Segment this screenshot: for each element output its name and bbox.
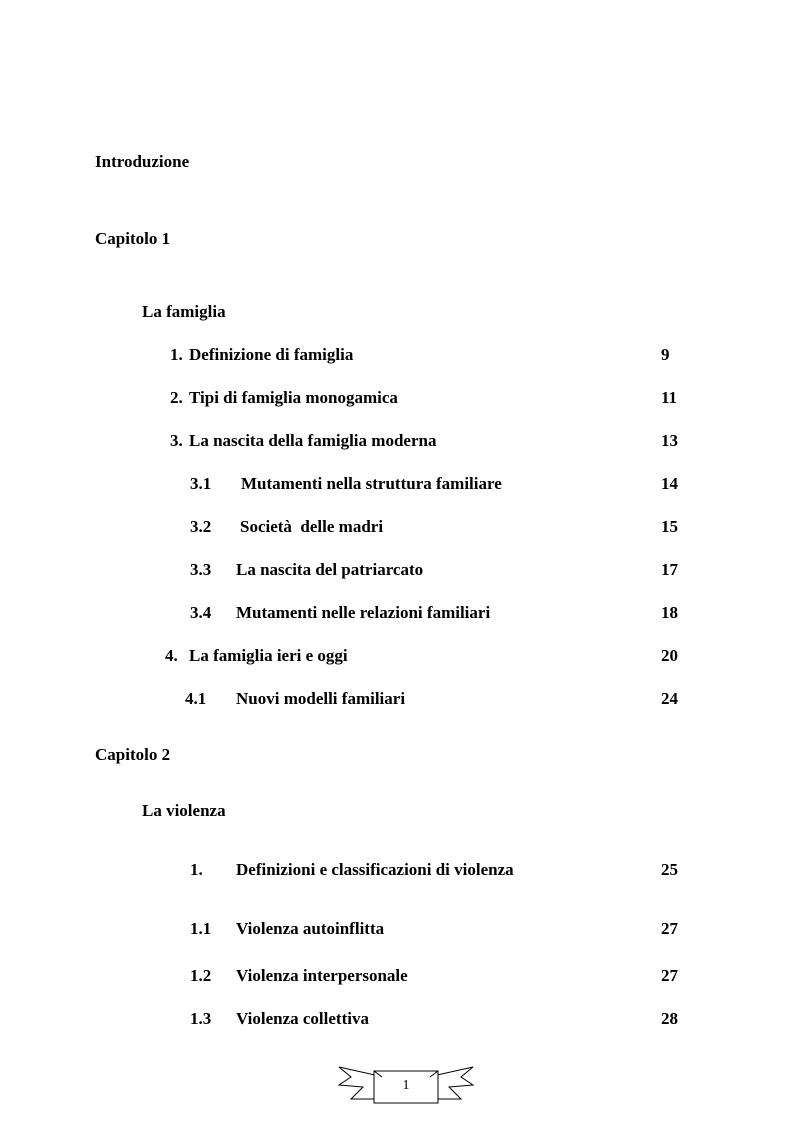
toc-entry-number: 3.1: [190, 474, 212, 493]
toc-entry-number: 3.4: [190, 603, 212, 622]
toc-entry-number: 2.: [170, 388, 183, 407]
chapter-2-title: La violenza: [142, 801, 226, 820]
toc-introduction: Introduzione: [95, 152, 190, 171]
toc-entry-label: La nascita della famiglia moderna: [189, 431, 437, 450]
toc-entry-label: Mutamenti nella struttura familiare: [241, 474, 502, 493]
toc-entry-page: 17: [661, 560, 678, 579]
toc-entry-page: 28: [661, 1009, 678, 1028]
toc-entry-page: 11: [661, 388, 678, 407]
chapter-2-heading: Capitolo 2: [95, 745, 171, 764]
toc-entry-label: Mutamenti nelle relazioni familiari: [236, 603, 491, 622]
toc-entry-label: La famiglia ieri e oggi: [189, 646, 348, 665]
toc-entry-label: La nascita del patriarcato: [236, 560, 424, 579]
toc-entry-page: 13: [661, 431, 678, 450]
toc-entry-page: 24: [661, 689, 678, 708]
toc-entry-number: 1.: [170, 345, 183, 364]
ribbon-left-tail: [339, 1067, 375, 1099]
toc-entry-page: 9: [661, 345, 670, 364]
toc-entry-number: 1.3: [190, 1009, 212, 1028]
page-number: 1: [402, 1078, 410, 1093]
toc-entry-page: 14: [661, 474, 678, 493]
toc-entry-number: 3.3: [190, 560, 212, 579]
toc-entry-label: Violenza collettiva: [236, 1009, 369, 1028]
toc-entry-label: Definizioni e classificazioni di violenza: [236, 860, 514, 879]
toc-entry-page: 18: [661, 603, 678, 622]
toc-entry-page: 25: [661, 860, 678, 879]
toc-entry-number: 1.2: [190, 966, 212, 985]
toc-entry-page: 15: [661, 517, 678, 536]
toc-entry-number: 3.: [170, 431, 183, 450]
toc-entry-page: 27: [661, 966, 678, 985]
toc-entry-page: 20: [661, 646, 678, 665]
toc-entry-number: 1.1: [190, 919, 212, 938]
toc-entry-label: Tipi di famiglia monogamica: [189, 388, 398, 407]
toc-entry-number: 4.1: [185, 689, 207, 708]
chapter-1-heading: Capitolo 1: [95, 229, 171, 248]
toc-entry-label: Violenza interpersonale: [236, 966, 408, 985]
chapter-1-title: La famiglia: [142, 302, 226, 321]
toc-entry-number: 3.2: [190, 517, 212, 536]
toc-entry-number: 4.: [165, 646, 178, 665]
ribbon-right-tail: [437, 1067, 473, 1099]
toc-entry-page: 27: [661, 919, 678, 938]
toc-entry-label: Nuovi modelli familiari: [236, 689, 406, 708]
toc-entry-label: Violenza autoinflitta: [236, 919, 385, 938]
toc-entry-number: 1.: [190, 860, 203, 879]
toc-entry-label: Società delle madri: [240, 517, 384, 536]
toc-entry-label: Definizione di famiglia: [189, 345, 354, 364]
